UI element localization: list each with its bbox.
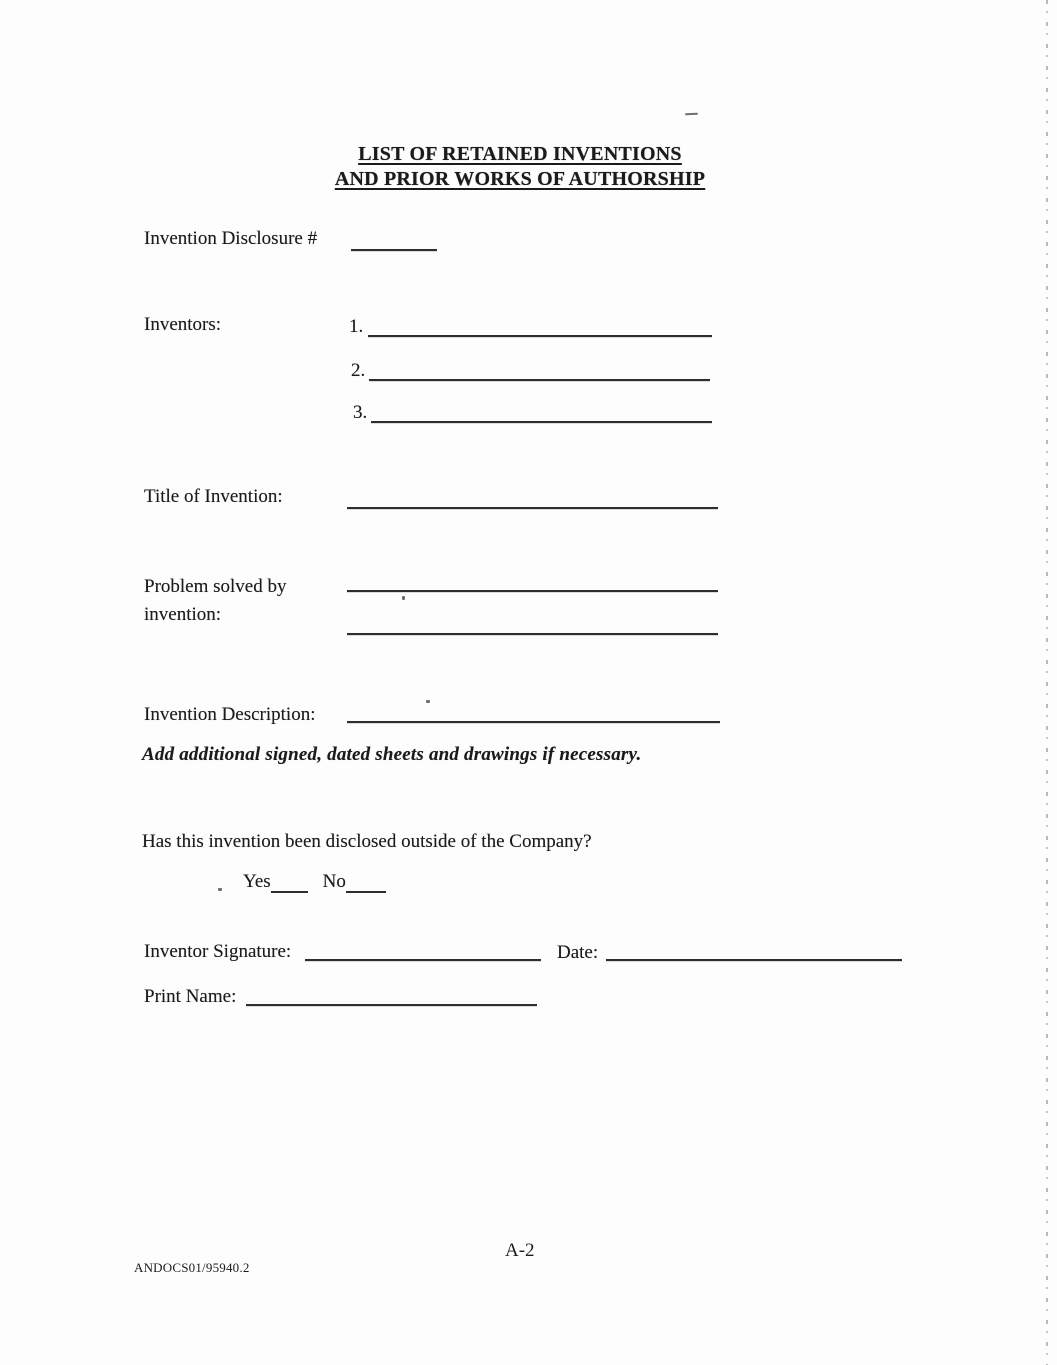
print-name-blank-line [246,1004,537,1006]
yes-blank-line [271,887,308,893]
inventor-1-number: 1. [349,316,364,337]
scan-speck [426,700,430,703]
no-label: No [322,871,346,892]
disclosure-number-blank-line [351,249,437,251]
inventor-2-number: 2. [351,360,366,381]
additional-sheets-note: Add additional signed, dated sheets and drawings if necessary. [142,744,642,765]
scan-edge-artifact [1046,0,1048,1365]
form-title-line2: AND PRIOR WORKS OF AUTHORSHIP [334,168,706,190]
inventor-1-blank-line [368,335,712,337]
disclosure-number-label: Invention Disclosure # [144,228,318,249]
problem-solved-label-line1: Problem solved by [144,576,287,597]
inventor-3-blank-line [371,421,712,423]
inventor-signature-label: Inventor Signature: [144,941,292,962]
title-of-invention-blank-line [347,507,718,509]
disclosure-question: Has this invention been disclosed outside of the Company? [142,831,592,852]
invention-description-blank-line [347,721,720,723]
inventor-2-blank-line [369,379,710,381]
yes-label: Yes [243,871,271,892]
title-of-invention-label: Title of Invention: [144,486,283,507]
date-blank-line [606,959,902,961]
problem-blank-line-1 [347,590,718,592]
page-number: A-2 [505,1240,535,1261]
problem-solved-label-line2: invention: [144,604,222,625]
no-blank-line [346,887,386,893]
date-label: Date: [557,942,599,963]
document-control-number: ANDOCS01/95940.2 [134,1260,250,1275]
problem-blank-line-2 [347,633,718,635]
scan-speck [685,113,698,116]
yes-no-row [243,871,386,893]
inventor-3-number: 3. [353,402,368,423]
inventors-label: Inventors: [144,314,222,335]
problem-solved-label [144,573,354,629]
invention-description-label: Invention Description: [144,704,316,725]
inventor-signature-blank-line [305,959,541,961]
scan-speck [218,888,222,891]
print-name-label: Print Name: [144,986,237,1007]
scan-speck [402,596,405,600]
form-title-line1: LIST OF RETAINED INVENTIONS [358,143,682,165]
form-title [300,142,740,192]
